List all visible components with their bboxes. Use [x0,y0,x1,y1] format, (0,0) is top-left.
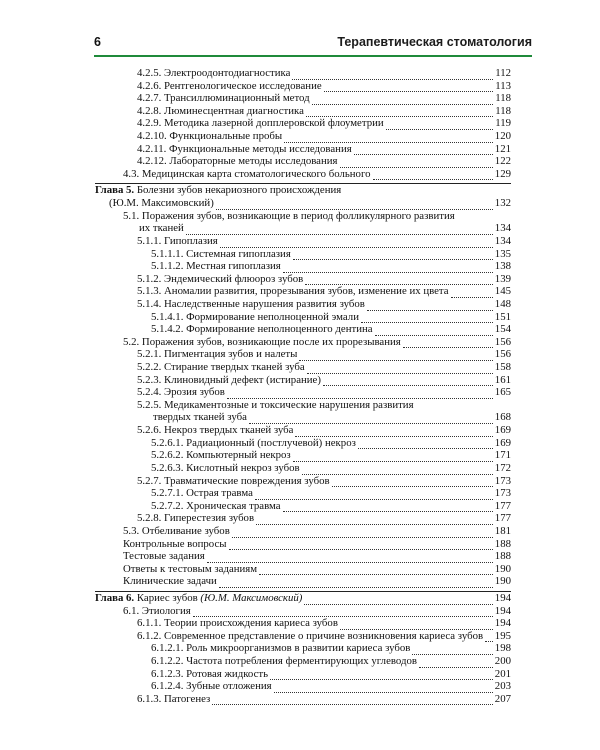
toc-entry-text: 5.2.5. Медикаментозные и токсические нарушения развития [137,398,414,411]
toc-entry-title [137,235,218,248]
toc-entry[interactable] [95,512,511,525]
toc-page-number: 121 [494,142,511,155]
toc-entry-title [123,168,371,181]
toc-entry-title [109,197,214,210]
toc-entry-text: 5.2.3. Клиновидный дефект (истирание) [137,373,321,386]
toc-page-number: 113 [495,79,511,92]
toc-entry-title [137,399,414,412]
toc-chapter-entry[interactable] [95,592,511,605]
toc-entry-text: 5.1.2. Эндемический флюороз зубов [137,272,304,285]
toc-entry-text: 5.1.3. Аномалии развития, прорезывания зубов, изменение их цвета [137,285,449,298]
dot-leader [386,120,494,130]
toc-page-number: 207 [494,692,511,705]
toc-entry-title [137,374,321,387]
dot-leader [451,288,493,298]
toc-page-number: 145 [494,285,511,298]
toc-entry-text: 5.2.7.2. Хроническая травма [151,499,281,512]
dot-leader [219,578,493,588]
toc-entry[interactable] [95,655,511,668]
toc-entry-text: Болезни зубов некариозного происхождения [134,184,342,197]
toc-entry[interactable] [95,475,511,488]
dot-leader [283,263,493,273]
toc-page-number: 177 [494,499,511,512]
toc-entry-title [151,680,272,693]
toc-entry-text: 5.2.7.1. Острая травма [151,487,253,500]
dot-leader [193,607,493,617]
toc-page-number: 129 [494,167,511,180]
toc-entry[interactable] [95,285,511,298]
toc-entry[interactable] [95,399,511,412]
toc-entry[interactable] [95,538,511,551]
toc-entry-title [137,273,303,286]
toc-page-number: 173 [494,487,511,500]
toc-entry-title [151,437,356,450]
toc-entry-title [137,92,310,105]
dot-leader [292,70,493,80]
toc-page-number: 120 [494,130,511,143]
toc-entry-text: 5.3. Отбеливание зубов [123,524,230,537]
toc-page-number: 139 [494,272,511,285]
toc-entry-title [137,285,449,298]
toc-entry[interactable] [95,630,511,643]
running-header [94,33,532,57]
toc-entry-title [137,475,330,488]
toc-entry-title [137,105,304,118]
toc-entry[interactable] [95,361,511,374]
toc-entry[interactable] [95,67,511,80]
toc-page-number: 181 [494,524,511,537]
dot-leader [256,515,493,525]
toc-entry-text: 6.1.3. Патогенез [137,692,211,705]
dot-leader [340,158,493,168]
chapter-author: (Ю.М. Максимовский) [109,197,214,210]
dot-leader [229,540,493,550]
dot-leader [323,376,493,386]
toc-page-number: 173 [494,474,511,487]
dot-leader [302,465,493,475]
toc-entry-title [95,592,302,605]
toc-page-number: 188 [494,537,511,550]
dot-leader [403,338,493,348]
toc-entry[interactable] [95,92,511,105]
toc-entry-text: Кариес зубов [134,591,201,604]
dot-leader [307,364,493,374]
toc-entry-title [151,487,253,500]
dot-leader [207,553,493,563]
toc-entry-title [137,512,254,525]
toc-entry[interactable] [95,311,511,324]
toc-entry-title [137,117,384,130]
toc-entry[interactable] [95,143,511,156]
toc-entry-title [151,655,417,668]
toc-entry[interactable] [95,155,511,168]
toc-page-number: 156 [494,335,511,348]
toc-entry-title [137,617,338,630]
toc-entry-text: Тестовые задания [123,550,205,563]
toc-entry-title [137,348,297,361]
toc-entry-title [123,525,230,538]
toc-entry-title [137,130,282,143]
toc-entry[interactable] [95,348,511,361]
toc-entry[interactable] [95,462,511,475]
toc-entry-title [123,550,205,563]
toc-page-number: 169 [494,436,511,449]
toc-entry-title [123,538,227,551]
toc-entry-text: 5.1.4.1. Формирование неполноценной эмали [151,310,359,323]
dot-leader [312,95,494,105]
toc-entry[interactable] [95,680,511,693]
chapter-label: Глава 6. [95,591,135,604]
toc-page-number: 195 [494,629,511,642]
toc-entry[interactable] [95,248,511,261]
toc-entry-title [153,411,247,424]
toc-entry-text: 6.1.2.3. Ротовая жидкость [151,667,268,680]
toc-entry[interactable] [95,260,511,273]
toc-entry-text: 5.2.2. Стирание твердых тканей зуба [137,361,305,374]
toc-entry[interactable] [95,693,511,706]
toc-entry-title [151,248,291,261]
toc-entry-text: 5.1.1.2. Местная гипоплазия [151,260,281,273]
toc-entry[interactable] [95,449,511,462]
toc-page-number: 134 [494,222,511,235]
toc-entry-text: твердых тканей зуба [153,411,247,424]
toc-entry-title [151,642,410,655]
toc-page-number: 148 [494,297,511,310]
toc-page-number: 171 [494,449,511,462]
toc-entry-text: 5.2.1. Пигментация зубов и налеты [137,348,298,361]
dot-leader [324,82,494,92]
toc-entry-title [139,222,184,235]
toc-entry-text: 5.2.6.3. Кислотный некроз зубов [151,461,300,474]
dot-leader [293,452,493,462]
dot-leader [227,389,493,399]
dot-leader [283,502,493,512]
dot-leader [212,695,492,705]
dot-leader [284,133,493,143]
toc-page-number: 122 [494,155,511,168]
toc-page-number: 118 [495,104,511,117]
toc-entry-text: 6.1. Этиология [123,604,191,617]
toc-page-number: 200 [494,655,511,668]
toc-page-number: 172 [494,461,511,474]
toc-page-number: 134 [494,234,511,247]
toc-entry-text: Контрольные вопросы [123,537,227,550]
toc-entry-title [123,605,191,618]
toc-page-number: 118 [495,92,511,105]
toc-entry-text: 5.2.6.1. Радиационный (постлучевой) некроз [151,436,356,449]
toc-entry-text: 4.2.11. Функциональные методы исследования [137,142,352,155]
toc-entry[interactable] [95,117,511,130]
dot-leader [375,326,493,336]
page-number: 6 [94,35,101,49]
toc-entry[interactable] [95,617,511,630]
toc-entry-text: Ответы к тестовым заданиям [123,562,258,575]
toc-entry-title [137,386,225,399]
dot-leader [255,490,493,500]
toc-page-number: 201 [494,667,511,680]
toc-entry[interactable] [95,80,511,93]
dot-leader [340,620,493,630]
toc-page-number: 154 [494,323,511,336]
toc-entry-text: 4.2.10. Функциональные пробы [137,130,283,143]
toc-entry-title [123,575,217,588]
toc-entry[interactable] [95,424,511,437]
toc-entry-title [137,67,290,80]
toc-page-number: 194 [494,617,511,630]
toc-entry-title [151,668,268,681]
toc-entry-title [137,298,365,311]
toc-entry-text: 4.2.6. Рентгенологическое исследование [137,79,322,92]
toc-entry-text: 6.1.1. Теории происхождения кариеса зубов [137,617,338,630]
toc-entry-text: 4.2.8. Люминесцентная диагностика [137,104,304,117]
toc-entry-title [151,449,291,462]
toc-page-number: 188 [494,550,511,563]
toc-entry-title [123,336,401,349]
toc-page-number: 177 [494,512,511,525]
dot-leader [361,313,493,323]
toc-page-number: 190 [494,575,511,588]
toc-entry[interactable] [95,668,511,681]
toc-page-number: 190 [494,562,511,575]
toc-entry[interactable] [95,550,511,563]
toc-page-number: 156 [494,348,511,361]
toc-entry-text: 6.1.2.4. Зубные отложения [151,680,272,693]
toc-entry-text: 5.2.8. Гиперестезия зубов [137,512,255,525]
toc-entry-title [137,155,338,168]
toc-entry-text: 6.1.2. Современное представление о причине возникновения кариеса зубов [137,629,484,642]
toc-entry-text: Клинические задачи [123,575,217,588]
dot-leader [354,145,493,155]
toc-entry-title [137,693,210,706]
toc-entry-text: 5.2.6. Некроз твердых тканей зуба [137,424,294,437]
toc-page-number: 158 [494,361,511,374]
dot-leader [293,250,493,260]
dot-leader [259,565,493,575]
chapter-author: (Ю.М. Максимовский) [200,591,303,604]
toc-entry[interactable] [95,130,511,143]
toc-entry-title [137,424,293,437]
toc-page-number: 112 [495,67,511,79]
toc-entry[interactable] [95,487,511,500]
toc-page-number: 169 [494,424,511,437]
toc-entry-text: 5.1.1. Гипоплазия [137,234,218,247]
dot-leader [419,658,493,668]
toc-entry-text: 5.2.6.2. Компьютерный некроз [151,449,291,462]
dot-leader [367,301,493,311]
dot-leader [304,595,492,605]
toc-entry[interactable] [95,168,511,181]
toc-entry[interactable] [95,197,511,210]
toc-entry-text: 5.1. Поражения зубов, возникающие в период фолликулярного развития [123,209,455,222]
toc-entry[interactable] [95,273,511,286]
toc-entry[interactable] [95,210,511,223]
toc-entry-title [151,323,373,336]
toc-entry-text: 6.1.2.2. Частота потребления ферментирующих углеводов [151,655,417,668]
dot-leader [373,170,493,180]
toc-entry-title [123,210,455,223]
toc-page-number: 165 [494,386,511,399]
toc-entry[interactable] [95,235,511,248]
dot-leader [299,351,492,361]
dot-leader [412,645,492,655]
toc-entry-text: 5.1.4.2. Формирование неполноценного дентина [151,323,373,336]
toc-entry-title [137,361,305,374]
toc-entry-text: 5.1.4. Наследственные нарушения развития зубов [137,297,365,310]
toc-entry[interactable] [95,298,511,311]
toc-entry[interactable] [95,323,511,336]
toc-entry-text: 4.3. Медицинская карта стоматологического больного [123,167,371,180]
toc-entry-title [137,630,483,643]
toc-page-number: 135 [494,247,511,260]
toc-entry-text: 6.1.2.1. Роль микроорганизмов в развитии кариеса зубов [151,642,411,655]
toc-entry-title [151,500,281,513]
toc-entry[interactable] [95,500,511,513]
dot-leader [249,414,493,424]
toc-page-number: 168 [494,411,511,424]
toc-entry-text: 5.2.7. Травматические повреждения зубов [137,474,330,487]
toc-entry-text: 4.2.12. Лабораторные методы исследования [137,155,338,168]
toc-entry[interactable] [95,105,511,118]
dot-leader [295,427,492,437]
toc-entry[interactable] [95,525,511,538]
running-title: Терапевтическая стоматология [337,35,532,49]
chapter-label: Глава 5. [95,184,135,197]
toc-entry[interactable] [95,411,511,424]
dot-leader [485,632,493,642]
toc-entry-title [137,143,352,156]
toc-entry[interactable] [95,605,511,618]
dot-leader [216,200,493,210]
toc-entry[interactable] [95,336,511,349]
toc-page-number: 151 [494,310,511,323]
toc-entry[interactable] [95,386,511,399]
dot-leader [274,683,493,693]
toc-page-number: 194 [494,591,511,604]
toc-page-number: 132 [494,197,511,210]
toc-entry-title [151,260,281,273]
dot-leader [232,528,493,538]
toc-chapter-entry[interactable] [95,184,511,197]
toc-entry-title [123,563,257,576]
toc-page-number: 198 [494,642,511,655]
toc-entry-text: 4.2.9. Методика лазерной допплеровской флоуметрии [137,117,384,130]
dot-leader [332,477,493,487]
toc-page-number: 161 [494,373,511,386]
toc-entry-title [95,184,341,197]
toc-entry-text: 5.1.1.1. Системная гипоплазия [151,247,291,260]
toc-entry-text: 4.2.5. Электроодонтодиагностика [137,67,291,79]
toc-entry[interactable] [95,222,511,235]
table-of-contents [95,67,511,705]
toc-page-number: 203 [494,680,511,693]
toc-page-number: 119 [495,117,511,130]
dot-leader [186,225,493,235]
toc-entry-text: их тканей [139,222,184,235]
toc-entry-text: 5.2. Поражения зубов, возникающие после их прорезывания [123,335,401,348]
toc-entry[interactable] [95,642,511,655]
toc-entry-title [151,311,359,324]
toc-entry-title [151,462,300,475]
dot-leader [305,275,493,285]
toc-page-number: 194 [494,604,511,617]
toc-entry[interactable] [95,575,511,588]
toc-page-number: 138 [494,260,511,273]
toc-entry[interactable] [95,437,511,450]
dot-leader [306,107,493,117]
toc-entry-text: 4.2.7. Трансиллюминационный метод [137,92,310,105]
dot-leader [358,439,493,449]
toc-entry[interactable] [95,563,511,576]
dot-leader [270,670,493,680]
toc-entry-title [137,80,322,93]
dot-leader [220,238,493,248]
toc-entry[interactable] [95,374,511,387]
toc-entry-text: 5.2.4. Эрозия зубов [137,386,225,399]
